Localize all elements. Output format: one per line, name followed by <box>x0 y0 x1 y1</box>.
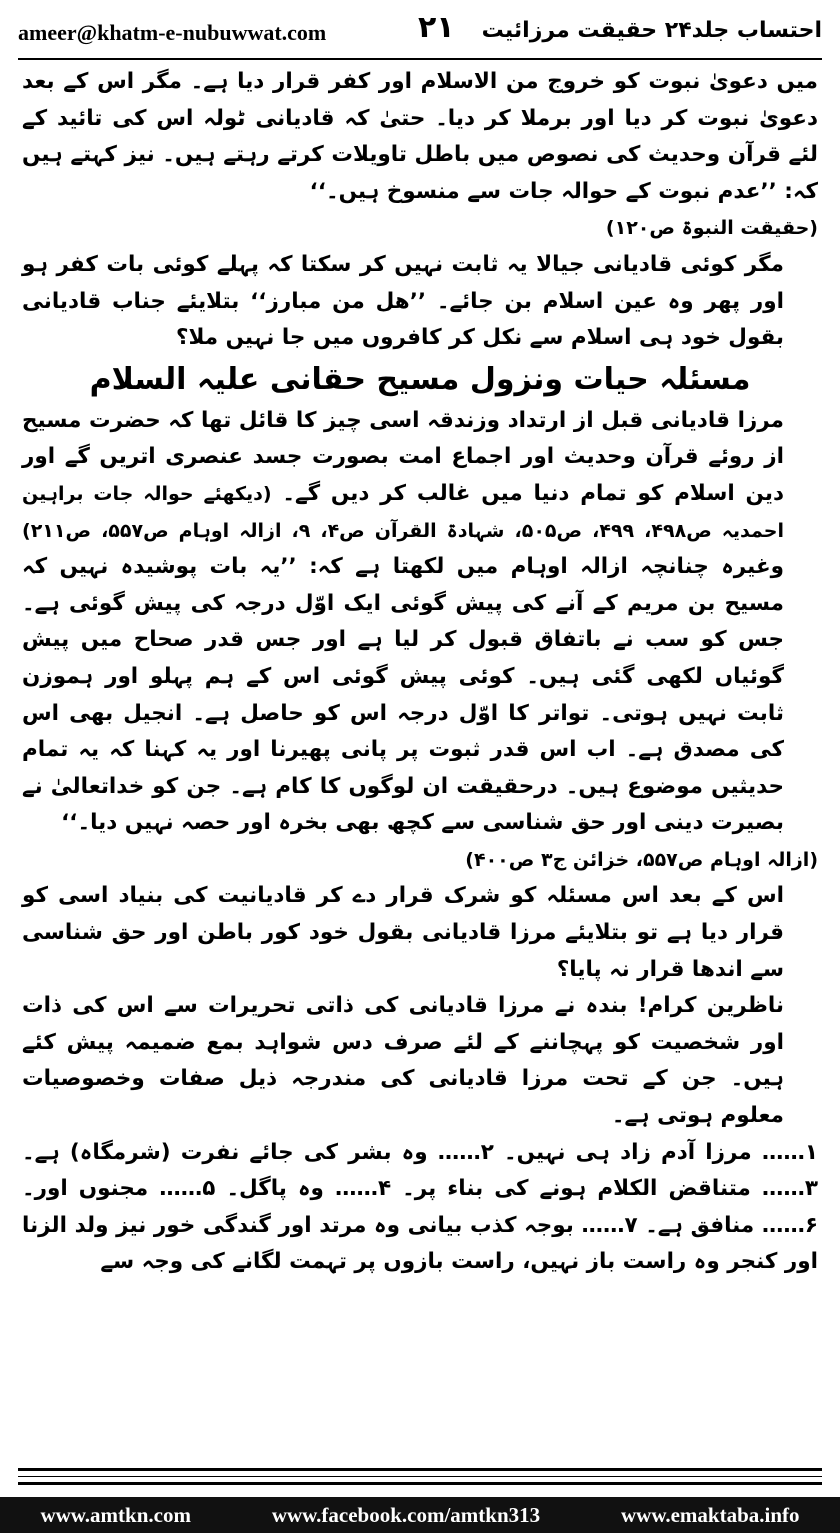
footer-rule-top <box>18 1468 822 1471</box>
paragraph-3 <box>22 403 818 842</box>
header-rule <box>18 58 822 60</box>
footer-rule-middle <box>18 1476 822 1477</box>
paragraph-6: ۱…… مرزا آدم زاد ہی نہیں۔ ۲…… وہ بشر کی جائے نفرت (شرمگاہ) ہے۔ ۳…… متناقض الکلام ہونے کی بناء پر۔ ۴…… وہ پاگل۔ ۵…… مجنوں اور۔ ۶…… منافق ہے۔ ۷…… بوجہ کذب بیانی وہ مرتد اور گندگی خور نیز ولد الزنا اور کنجر وہ راست باز نہیں، راست بازوں پر تہمت لگانے کی وجہ سے <box>22 1139 819 1275</box>
reference-2: (ازالہ اوہام ص۵۵۷، خزائن ج۳ ص۴۰۰) <box>465 848 818 871</box>
page-number: ۲۱ <box>418 10 455 45</box>
paragraph-1: میں دعویٰ نبوت کو خروج من الاسلام اور کفر قرار دیا ہے۔ مگر اس کے بعد دعویٰ نبوت کر دیا اور برملا کر دیا۔ حتیٰ کہ قادیانی ٹولہ اس کی تائید کے لئے قرآن وحدیث کی نصوص میں باطل تاویلات کرتے رہتے ہیں۔ نیز کہتے ہیں کہ: ’’عدم نبوت کے حوالہ جات سے منسوخ ہیں۔‘‘ <box>22 69 818 204</box>
section-heading: مسئلہ حیات ونزول مسیح حقانی علیہ السلام <box>89 361 751 397</box>
header-email: ameer@khatm-e-nubuwwat.com <box>18 20 327 45</box>
page-header <box>18 8 822 58</box>
page-body <box>22 64 818 1466</box>
footer-link-facebook[interactable]: www.facebook.com/amtkn313 <box>271 1502 541 1527</box>
paragraph-5: ناظرین کرام! بندہ نے مرزا قادیانی کی ذاتی تحریرات سے اس کی ذات اور شخصیت کو پہچاننے کے لئے صرف دس شواہد بمع ضمیمہ پیش کئے ہیں۔ جن کے تحت مرزا قادیانی کی مندرجہ ذیل صفات وخصوصیات معلوم ہوتی ہے۔ <box>22 993 784 1129</box>
reference-1: (حقیقت النبوۃ ص۱۲۰) <box>605 217 818 240</box>
paragraph-4: اس کے بعد اس مسئلہ کو شرک قرار دے کر قادیانیت کی بنیاد اسی کو قرار دیا ہے تو بتلایئے مرزا قادیانی بقول خود کور باطن اور حق شناسی سے اندھا قرار نہ پایا؟ <box>22 883 784 982</box>
page-footer <box>0 1497 840 1533</box>
book-title: احتساب جلد۲۴ حقیقت مرزائیت <box>481 18 822 43</box>
paragraph-3-quote: وغیرہ چنانچہ ازالہ اوہام میں لکھتا ہے کہ: ’’یہ بات پوشیدہ نہیں کہ مسیح بن مریم کے آنے کی پیش گوئی ایک اوّل درجہ کی پیش گوئی ہے۔ جس کو سب نے باتفاق قبول کر لیا ہے اور جس قدر صحاح میں پیش گوئیاں لکھی گئی ہیں۔ کوئی پیش گوئی اس کے ہم پہلو اور ہموزن ثابت نہیں ہوتی۔ تواتر کا اوّل درجہ اس کو حاصل ہے۔ انجیل بھی اس کی مصدق ہے۔ اب اس قدر ثبوت پر پانی پھیرنا اور یہ کہنا کہ یہ تمام حدیثیں موضوع ہیں۔ درحقیقت ان لوگوں کا کام ہے۔ جن کو خداتعالیٰ نے بصیرت دینی اور حق شناسی سے کچھ بھی بخرہ اور حصہ نہیں دیا۔‘‘ <box>22 554 784 836</box>
footer-link-amtkn[interactable]: www.amtkn.com <box>40 1502 191 1527</box>
paragraph-3-reference: (دیکھئے حوالہ جات براہین احمدیہ ص۴۹۸، ۴۹۹، ص۵۰۵، شہادۃ القرآن ص۴، ۹، ازالہ اوہام ص۵۵۷، ص۲۱۱) <box>22 482 784 542</box>
footer-link-emaktaba[interactable]: www.emaktaba.info <box>621 1502 800 1527</box>
paragraph-3-text: مرزا قادیانی قبل از ارتداد وزندقہ اسی چیز کا قائل تھا کہ حضرت مسیح از روئے قرآن وحدیث اور اجماع امت بصورت جسد عنصری اتریں گے اور دین اسلام کو تمام دنیا میں غالب کر دیں گے۔ <box>22 407 784 506</box>
footer-rule-bottom <box>18 1482 822 1485</box>
paragraph-2: مگر کوئی قادیانی جیالا یہ ثابت نہیں کر سکتا کہ پہلے کوئی بات کفر ہو اور پھر وہ عین اسلام بن جائے۔ ’’ھل من مبارز‘‘ بتلایئے جناب قادیانی بقول خود ہی اسلام سے نکل کر کافروں میں جا نہیں ملا؟ <box>22 251 784 351</box>
